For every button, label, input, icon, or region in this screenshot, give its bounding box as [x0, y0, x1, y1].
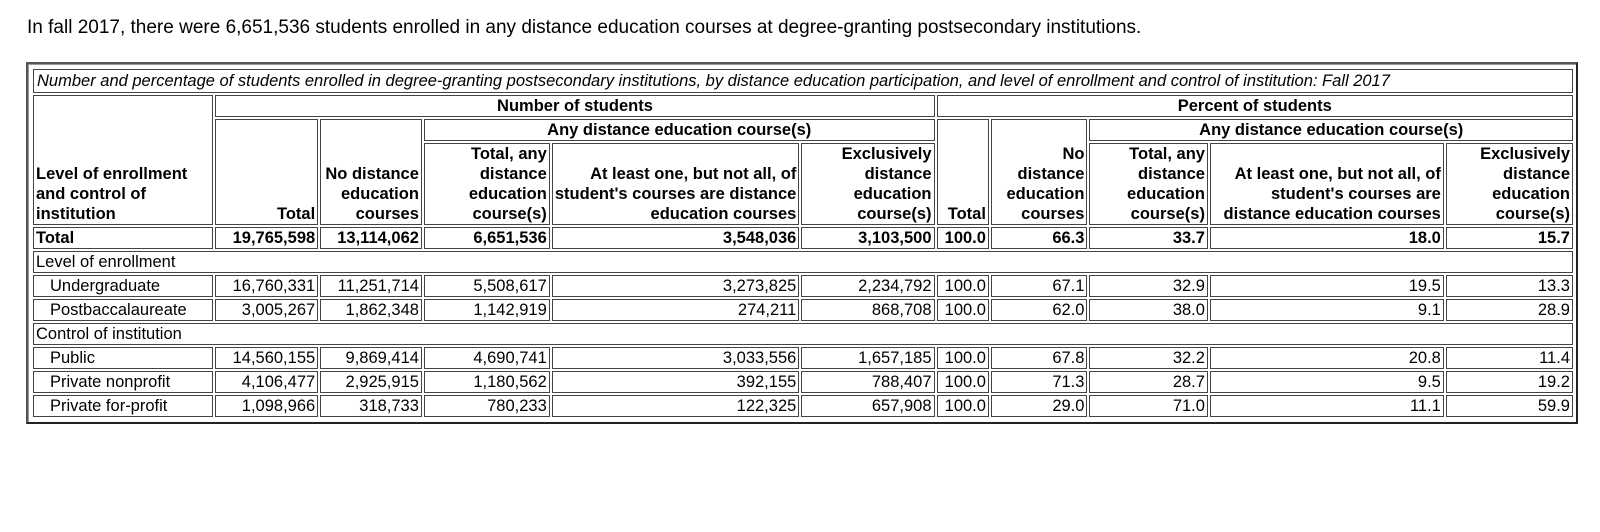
cell: 11,251,714: [320, 275, 422, 297]
cell: 3,005,267: [215, 299, 318, 321]
cell: 29.0: [991, 395, 1087, 417]
cell: 100.0: [937, 299, 989, 321]
subgroup-header-any-number: Any distance education course(s): [424, 119, 935, 141]
cell: 4,106,477: [215, 371, 318, 393]
col-header-total-any: Total, any distance education course(s): [424, 143, 550, 225]
group-header-percent: Percent of students: [937, 95, 1573, 117]
cell: 67.1: [991, 275, 1087, 297]
cell: 3,033,556: [552, 347, 800, 369]
cell: 9,869,414: [320, 347, 422, 369]
row-label: Private for-profit: [33, 395, 213, 417]
cell: 19.5: [1210, 275, 1444, 297]
col-header-label: Level of enrollment and control of institution: [33, 95, 213, 225]
cell: 13.3: [1446, 275, 1573, 297]
col-header-pct-total-any: Total, any distance education course(s): [1089, 143, 1208, 225]
cell: 15.7: [1446, 227, 1573, 249]
cell: 33.7: [1089, 227, 1208, 249]
cell: 780,233: [424, 395, 550, 417]
section-row-control: [33, 323, 1573, 345]
table-row: [33, 347, 1573, 369]
cell: 28.7: [1089, 371, 1208, 393]
table-row: [33, 299, 1573, 321]
cell: 19.2: [1446, 371, 1573, 393]
cell: 868,708: [801, 299, 934, 321]
section-row-level: [33, 251, 1573, 273]
row-label: Total: [33, 227, 213, 249]
cell: 6,651,536: [424, 227, 550, 249]
cell: 9.5: [1210, 371, 1444, 393]
cell: 20.8: [1210, 347, 1444, 369]
enrollment-table: [31, 67, 1575, 419]
cell: 100.0: [937, 275, 989, 297]
cell: 1,657,185: [801, 347, 934, 369]
cell: 71.3: [991, 371, 1087, 393]
table-caption: Number and percentage of students enrolled in degree-granting postsecondary institutions, by distance education participation, and level of enrollment and control of institution: Fall 2017: [33, 69, 1573, 93]
cell: 1,180,562: [424, 371, 550, 393]
col-header-no-distance: No distance education courses: [320, 119, 422, 225]
cell: 9.1: [1210, 299, 1444, 321]
col-header-pct-no-distance: No distance education courses: [991, 119, 1087, 225]
row-label: Private nonprofit: [33, 371, 213, 393]
row-label: Public: [33, 347, 213, 369]
cell: 4,690,741: [424, 347, 550, 369]
cell: 19,765,598: [215, 227, 318, 249]
cell: 66.3: [991, 227, 1087, 249]
cell: 318,733: [320, 395, 422, 417]
cell: 13,114,062: [320, 227, 422, 249]
col-header-exclusively: Exclusively distance education course(s): [801, 143, 934, 225]
cell: 3,548,036: [552, 227, 800, 249]
subgroup-header-any-percent: Any distance education course(s): [1089, 119, 1573, 141]
cell: 1,862,348: [320, 299, 422, 321]
cell: 2,925,915: [320, 371, 422, 393]
table-row: [33, 275, 1573, 297]
data-table-frame: [26, 62, 1578, 424]
table-row-total: [33, 227, 1573, 249]
cell: 67.8: [991, 347, 1087, 369]
cell: 3,103,500: [801, 227, 934, 249]
cell: 100.0: [937, 227, 989, 249]
cell: 14,560,155: [215, 347, 318, 369]
cell: 1,098,966: [215, 395, 318, 417]
cell: 657,908: [801, 395, 934, 417]
cell: 59.9: [1446, 395, 1573, 417]
caption-row: [33, 69, 1573, 93]
table-row: [33, 395, 1573, 417]
cell: 100.0: [937, 395, 989, 417]
cell: 38.0: [1089, 299, 1208, 321]
cell: 3,273,825: [552, 275, 800, 297]
col-header-total: Total: [215, 119, 318, 225]
cell: 71.0: [1089, 395, 1208, 417]
section-label-level: Level of enrollment: [33, 251, 1573, 273]
cell: 32.9: [1089, 275, 1208, 297]
cell: 62.0: [991, 299, 1087, 321]
group-header-number: Number of students: [215, 95, 934, 117]
cell: 100.0: [937, 371, 989, 393]
cell: 11.4: [1446, 347, 1573, 369]
cell: 274,211: [552, 299, 800, 321]
cell: 392,155: [552, 371, 800, 393]
group-header-row: [33, 95, 1573, 117]
col-header-pct-exclusively: Exclusively distance education course(s): [1446, 143, 1573, 225]
col-header-pct-at-least-one: At least one, but not all, of student's courses are distance education courses: [1210, 143, 1444, 225]
cell: 18.0: [1210, 227, 1444, 249]
cell: 16,760,331: [215, 275, 318, 297]
cell: 788,407: [801, 371, 934, 393]
row-label: Postbaccalaureate: [33, 299, 213, 321]
cell: 1,142,919: [424, 299, 550, 321]
section-label-control: Control of institution: [33, 323, 1573, 345]
intro-text: In fall 2017, there were 6,651,536 students enrolled in any distance education courses at degree-granting postsecondary institutions.: [27, 17, 1142, 38]
cell: 11.1: [1210, 395, 1444, 417]
cell: 100.0: [937, 347, 989, 369]
cell: 5,508,617: [424, 275, 550, 297]
row-label: Undergraduate: [33, 275, 213, 297]
cell: 122,325: [552, 395, 800, 417]
cell: 28.9: [1446, 299, 1573, 321]
subgroup-header-row: [33, 119, 1573, 141]
cell: 2,234,792: [801, 275, 934, 297]
col-header-pct-total: Total: [937, 119, 989, 225]
table-row: [33, 371, 1573, 393]
cell: 32.2: [1089, 347, 1208, 369]
col-header-at-least-one: At least one, but not all, of student's courses are distance education courses: [552, 143, 800, 225]
